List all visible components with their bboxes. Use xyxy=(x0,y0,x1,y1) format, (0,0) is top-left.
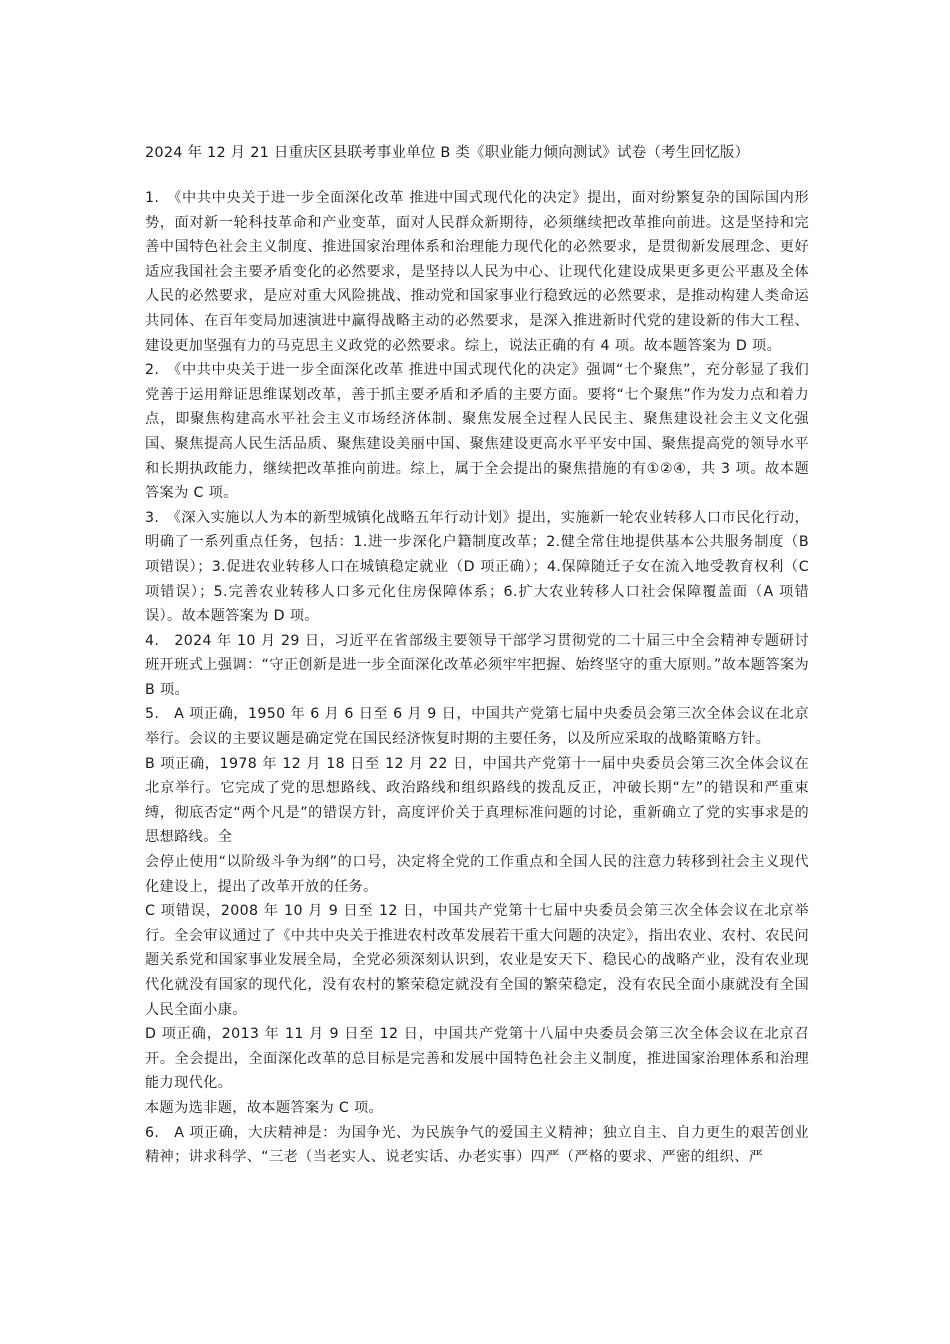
answer-paragraph-4: 4. 2024 年 10 月 29 日，习近平在省部级主要领导干部学习贯彻党的二十届三中全会精神专题研讨班开班式上强调：“守正创新是进一步全面深化改革必须牢牢把握、始终坚守的重大原则。”故本题答案为 B 项。 xyxy=(145,632,809,698)
answer-paragraph-5-option-b-cont: 会停止使用“以阶级斗争为纲”的口号，决定将全党的工作重点和全国人民的注意力转移到社会主义现代化建设上，提出了改革开放的任务。 xyxy=(145,854,809,895)
answer-paragraph-5-conclusion: 本题为选非题，故本题答案为 C 项。 xyxy=(145,1099,384,1116)
answer-paragraph-5-option-b: B 项正确，1978 年 12 月 18 日至 12 月 22 日，中国共产党第十一届中央委员会第三次全体会议在北京举行。它完成了党的思想路线、政治路线和组织路线的拨乱反正，冲破长期“左”的错误和严重束缚，彻底否定“两个凡是”的错误方针，高度评价关于真理标准问题的讨论，重新确立了党的实事求是的思想路线。全 xyxy=(145,755,809,846)
document-body xyxy=(145,186,809,1170)
answer-paragraph-5-option-c: C 项错误，2008 年 10 月 9 日至 12 日，中国共产党第十七届中央委员会第三次全体会议在北京举行。全会审议通过了《中共中央关于推进农村改革发展若干重大问题的决定》，指出农业、农村、农民问题关系党和国家事业发展全局，全党必须深刻认识到，农业是安天下、稳民心的战略产业，没有农业现代化就没有国家的现代化，没有农村的繁荣稳定就没有全国的繁荣稳定，没有农民全面小康就没有全国人民全面小康。 xyxy=(145,903,809,1018)
answer-paragraph-5-option-a: 5. A 项正确，1950 年 6 月 6 日至 6 月 9 日，中国共产党第七届中央委员会第三次全体会议在北京举行。会议的主要议题是确定党在国民经济恢复时期的主要任务，以及所应采取的战略策略方针。 xyxy=(145,706,809,748)
document-title: 2024 年 12 月 21 日重庆区县联考事业单位 B 类《职业能力倾向测试》试卷（考生回忆版） xyxy=(145,145,750,161)
answer-paragraph-3: 3. 《深入实施以人为本的新型城镇化战略五年行动计划》提出，实施新一轮农业转移人口市民化行动，明确了一系列重点任务，包括：1.进一步深化户籍制度改革；2.健全常住地提供基本公共服务制度（B 项错误）；3.促进农业转移人口在城镇稳定就业（D 项正确）；4.保障随迁子女在流入地受教育权利（C 项错误）；5.完善农业转移人口多元化住房保障体系；6.扩大农业转移人口社会保障覆盖面（A 项错误）。故本题答案为 D 项。 xyxy=(145,509,809,625)
answer-paragraph-6: 6. A 项正确，大庆精神是：为国争光、为民族争气的爱国主义精神；独立自主、自力更生的艰苦创业精神；讲求科学、“三老（当老实人、说老实话、办老实事）四严（严格的要求、严密的组织、严 xyxy=(145,1124,809,1166)
answer-paragraph-1: 1. 《中共中央关于进一步全面深化改革 推进中国式现代化的决定》提出，面对纷繁复杂的国际国内形势，面对新一轮科技革命和产业变革，面对人民群众新期待，必须继续把改革推向前进。这是坚持和完善中国特色社会主义制度、推进国家治理体系和治理能力现代化的必然要求，是贯彻新发展理念、更好适应我国社会主要矛盾变化的必然要求，是坚持以人民为中心、让现代化建设成果更多更公平惠及全体人民的必然要求，是应对重大风险挑战、推动党和国家事业行稳致远的必然要求，是推动构建人类命运共同体、在百年变局加速演进中赢得战略主动的必然要求，是深入推进新时代党的建设新的伟大工程、建设更加坚强有力的马克思主义政党的必然要求。综上，说法正确的有 4 项。故本题答案为 D 项。 xyxy=(145,190,809,354)
answer-paragraph-2: 2. 《中共中央关于进一步全面深化改革 推进中国式现代化的决定》强调“七个聚焦”，充分彰显了我们党善于运用辩证思维谋划改革，善于抓主要矛盾和矛盾的主要方面。要将“七个聚焦”作为发力点和着力点，即聚焦构建高水平社会主义市场经济体制、聚焦发展全过程人民民主、聚焦建设社会主义文化强国、聚焦提高人民生活品质、聚焦建设美丽中国、聚焦建设更高水平平安中国、聚焦提高党的领导水平和长期执政能力，继续把改革推向前进。综上，属于全会提出的聚焦措施的有①②④，共 3 项。故本题答案为 C 项。 xyxy=(145,362,809,502)
answer-paragraph-5-option-d: D 项正确，2013 年 11 月 9 日至 12 日，中国共产党第十八届中央委员会第三次全体会议在北京召开。全会提出，全面深化改革的总目标是完善和发展中国特色社会主义制度，推进国家治理体系和治理能力现代化。 xyxy=(145,1026,809,1092)
